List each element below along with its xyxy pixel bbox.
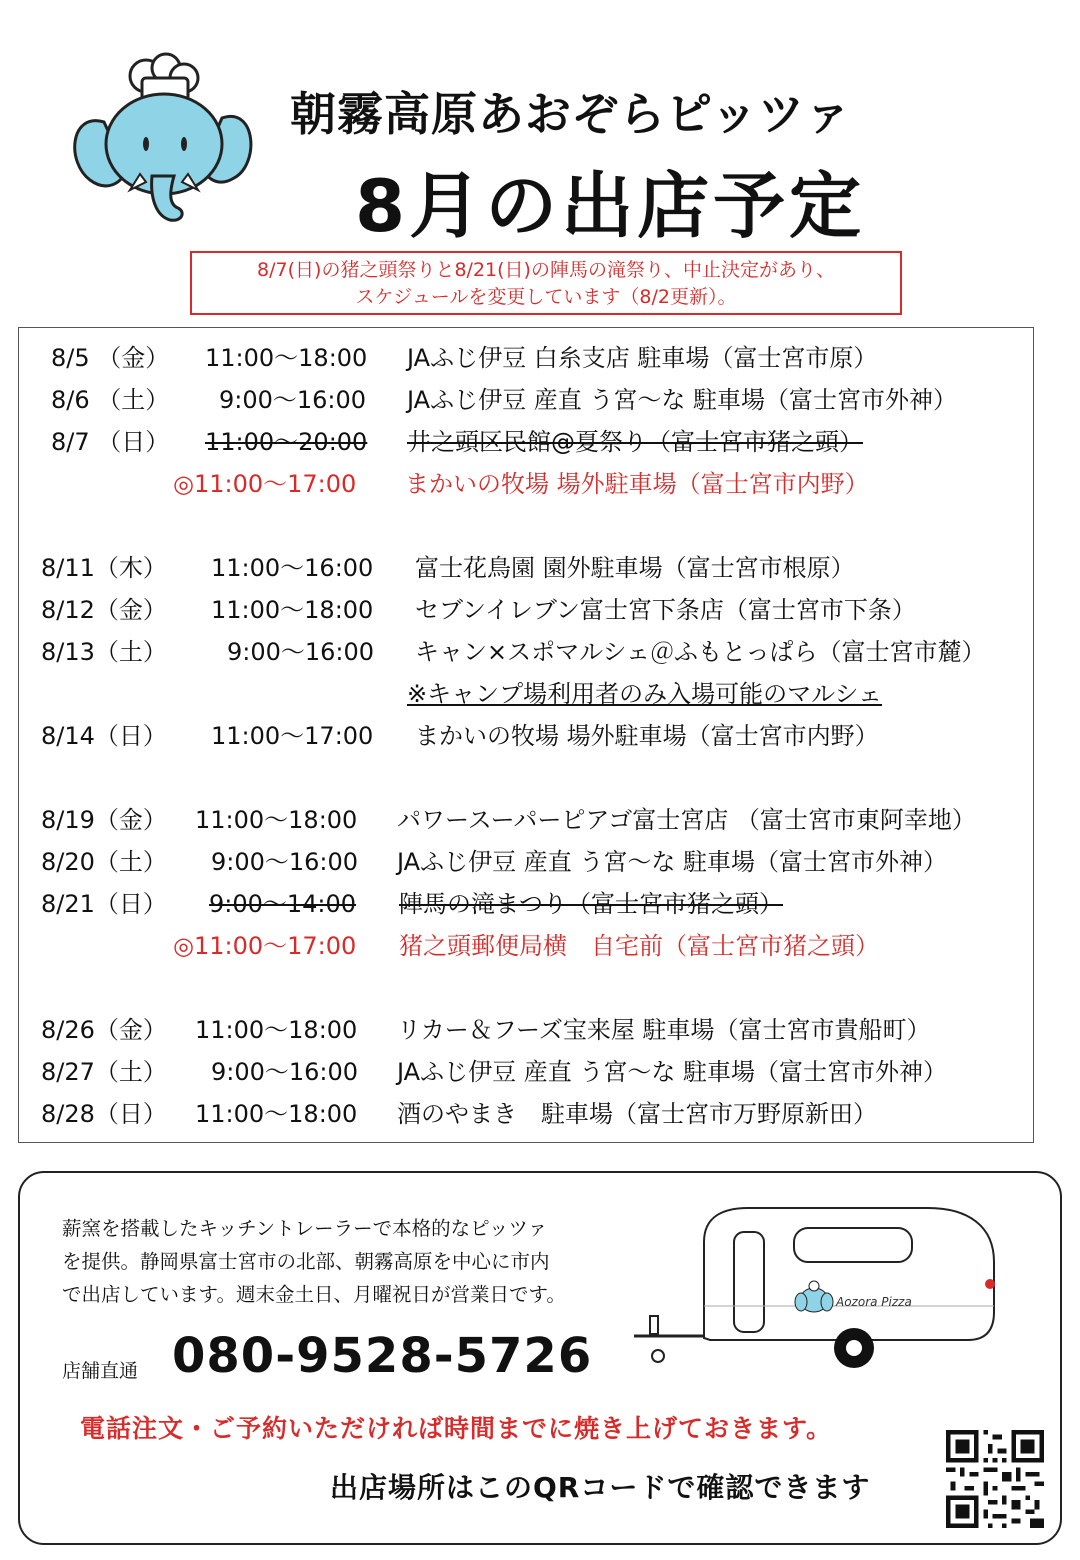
schedule-time: 9:00〜16:00 xyxy=(219,386,367,414)
schedule-date: 8/14（日） xyxy=(41,722,167,750)
schedule-place: JAふじ伊豆 産直 う宮〜な 駐車場（富士宮市外神） xyxy=(407,386,957,414)
schedule-time: 11:00〜17:00 xyxy=(211,722,374,750)
qr-caption: 出店場所はこのQRコードで確認できます xyxy=(330,1471,871,1504)
schedule-time: 11:00〜18:00 xyxy=(195,806,358,834)
pizza-trailer-illustration xyxy=(628,1202,1000,1372)
schedule-date: 8/12（金） xyxy=(41,596,167,624)
schedule-place: JAふじ伊豆 産直 う宮〜な 駐車場（富士宮市外神） xyxy=(397,1058,947,1086)
trailer-logo-text: Aozora Pizza xyxy=(836,1295,912,1309)
schedule-date: 8/21（日） xyxy=(41,890,167,918)
schedule-change-notice xyxy=(190,251,902,315)
description-line: 薪窯を搭載したキッチントレーラーで本格的なピッツァ xyxy=(62,1217,548,1240)
phone-label: 店舗直通 xyxy=(62,1360,139,1382)
page-subtitle: 8月の出店予定 xyxy=(355,164,866,248)
schedule-date: 8/20（土） xyxy=(41,848,167,876)
schedule-time: 11:00〜18:00 xyxy=(195,1100,358,1128)
schedule-table xyxy=(18,327,1034,1143)
schedule-place: キャン×スポマルシェ＠ふもとっぱら（富士宮市麓） xyxy=(415,638,986,666)
schedule-place: パワースーパーピアゴ富士宮店 （富士宮市東阿幸地） xyxy=(397,806,976,834)
schedule-time: 11:00〜18:00 xyxy=(211,596,374,624)
schedule-date: 8/7 （日） xyxy=(51,428,170,456)
schedule-note: ※キャンプ場利用者のみ入場可能のマルシェ xyxy=(407,680,883,708)
schedule-place: JAふじ伊豆 産直 う宮〜な 駐車場（富士宮市外神） xyxy=(397,848,947,876)
order-note: 電話注文・ご予約いただければ時間までに焼き上げておきます。 xyxy=(80,1414,833,1443)
schedule-date: 8/27（土） xyxy=(41,1058,167,1086)
schedule-time: 11:00〜16:00 xyxy=(211,554,374,582)
schedule-time: 9:00〜16:00 xyxy=(211,848,359,876)
schedule-place: JAふじ伊豆 白糸支店 駐車場（富士宮市原） xyxy=(407,344,878,372)
schedule-date: 8/19（金） xyxy=(41,806,167,834)
schedule-place: まかいの牧場 場外駐車場（富士宮市内野） xyxy=(415,722,879,750)
schedule-place-replacement: 猪之頭郵便局横 自宅前（富士宮市猪之頭） xyxy=(399,932,879,960)
schedule-time: 11:00〜18:00 xyxy=(205,344,368,372)
schedule-place-cancelled: 陣馬の滝まつり（富士宮市猪之頭） xyxy=(399,890,783,918)
schedule-time: 9:00〜16:00 xyxy=(227,638,375,666)
schedule-date: 8/28（日） xyxy=(41,1100,167,1128)
schedule-place-replacement: まかいの牧場 場外駐車場（富士宮市内野） xyxy=(405,470,869,498)
schedule-time: 11:00〜18:00 xyxy=(195,1016,358,1044)
schedule-time-cancelled: 11:00〜20:00 xyxy=(205,428,368,456)
schedule-date: 8/6 （土） xyxy=(51,386,170,414)
notice-line: スケジュールを変更しています（8/2更新）。 xyxy=(355,286,737,308)
schedule-place: 富士花鳥園 園外駐車場（富士宮市根原） xyxy=(415,554,855,582)
schedule-date: 8/13（土） xyxy=(41,638,167,666)
schedule-date: 8/5 （金） xyxy=(51,344,170,372)
schedule-time: 9:00〜16:00 xyxy=(211,1058,359,1086)
schedule-date: 8/11（木） xyxy=(41,554,167,582)
schedule-place-cancelled: 井之頭区民館@夏祭り（富士宮市猪之頭） xyxy=(407,428,863,456)
schedule-time-cancelled: 9:00〜14:00 xyxy=(209,890,357,918)
schedule-time-replacement: ◎11:00〜17:00 xyxy=(173,470,357,498)
qr-code[interactable] xyxy=(946,1430,1044,1528)
elephant-chef-icon xyxy=(60,52,260,230)
schedule-date: 8/26（金） xyxy=(41,1016,167,1044)
schedule-place: リカー＆フーズ宝来屋 駐車場（富士宮市貴船町） xyxy=(397,1016,931,1044)
description-line: を提供。静岡県富士宮市の北部、朝霧高原を中心に市内 xyxy=(62,1250,550,1273)
schedule-place: 酒のやまき 駐車場（富士宮市万野原新田） xyxy=(397,1100,877,1128)
schedule-time-replacement: ◎11:00〜17:00 xyxy=(173,932,357,960)
notice-line: 8/7(日)の猪之頭祭りと8/21(日)の陣馬の滝祭り、中止決定があり、 xyxy=(257,259,835,281)
shop-description xyxy=(62,1212,642,1311)
phone-number[interactable]: 080-9528-5726 xyxy=(172,1328,593,1384)
description-line: で出店しています。週末金土日、月曜祝日が営業日です。 xyxy=(62,1283,566,1306)
schedule-place: セブンイレブン富士宮下条店（富士宮市下条） xyxy=(415,596,916,624)
page-title: 朝霧高原あおぞらピッツァ xyxy=(290,87,852,141)
